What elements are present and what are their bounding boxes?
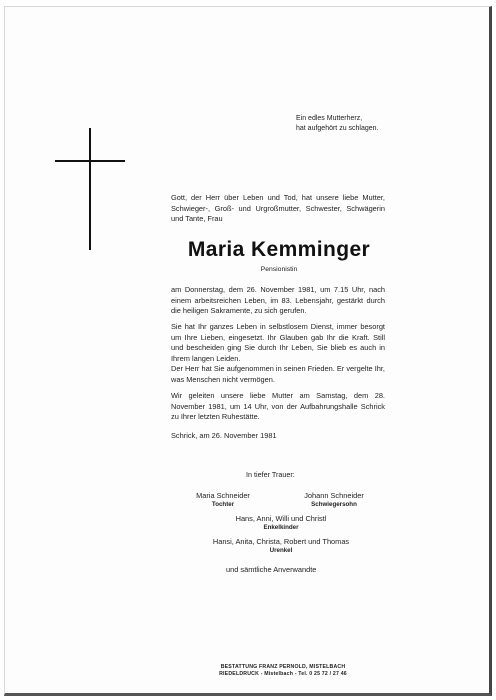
epigraph-line-1: Ein edles Mutterherz, <box>296 115 363 122</box>
mourner-role: Tochter <box>211 501 235 508</box>
cross-icon-bar <box>55 160 125 162</box>
footer-line-2: RIEDELDRUCK - Mistelbach - Tel. 0 25 72 / 27 46 <box>219 671 347 677</box>
footer-line-1: BESTATTUNG FRANZ PERNOLD, MISTELBACH <box>220 664 346 670</box>
deceased-name: Maria Kemminger <box>187 238 371 261</box>
paragraph-death: am Donnerstag, dem 26. November 1981, um 7.15 Uhr, nach einem arbeitsreichen Leben, im 83. Lebensjahr, gestärkt durch die heiligen Sakramente, zu sich gerufen. <box>171 285 385 316</box>
epigraph-line-2: hat aufgehört zu schlagen. <box>296 125 379 132</box>
mourner-daughter <box>188 491 258 509</box>
intro-text: Gott, der Herr über Leben und Tod, hat unsere liebe Mutter, Schwieger-, Groß- und Urgroßmutter, Schwester, Schwägerin und Tante, Frau <box>171 193 385 224</box>
mourner-names: Hans, Anni, Willi und Christl <box>235 514 327 523</box>
mourner-son-in-law <box>294 491 374 509</box>
dateline: Schrick, am 26. November 1981 <box>171 431 277 440</box>
paragraph-funeral: Wir geleiten unsere liebe Mutter am Samstag, dem 28. November 1981, um 14 Uhr, von der Aufbahrungshalle Schrick zu Ihrer letzten Ruhestätte. <box>171 391 385 422</box>
mourner-names: Hansi, Anita, Christa, Robert und Thomas <box>212 537 350 546</box>
epigraph <box>296 114 379 134</box>
printer-footer <box>178 664 388 678</box>
mourner-role: Schwiegersohn <box>311 501 357 508</box>
mourning-heading: In tiefer Trauer: <box>246 470 295 479</box>
mourner-names: Johann Schneider <box>304 491 364 500</box>
paragraph-peace: Der Herr hat Sie aufgenommen in seinen Frieden. Er vergelte Ihr, was Menschen nicht vermögen. <box>171 364 385 384</box>
mourner-role: Urenkel <box>269 547 293 554</box>
cross-icon <box>89 128 91 250</box>
mourner-names: Maria Schneider <box>196 491 250 500</box>
deceased-occupation: Pensionistin <box>260 266 298 273</box>
mourner-great-grandchildren <box>196 537 366 555</box>
mourner-grandchildren <box>206 514 356 532</box>
mourner-role: Enkelkinder <box>263 524 299 531</box>
closing-line: und sämtliche Anverwandte <box>226 565 317 574</box>
paragraph-life: Sie hat Ihr ganzes Leben in selbstlosem Dienst, immer besorgt um Ihre Lieben, eingesetzt. Ihr Glauben gab Ihr die Kraft. Still und bescheiden ging Sie durch Ihr Leben, Sie blieb es auch in Ihrem langen Leiden. <box>171 322 385 363</box>
